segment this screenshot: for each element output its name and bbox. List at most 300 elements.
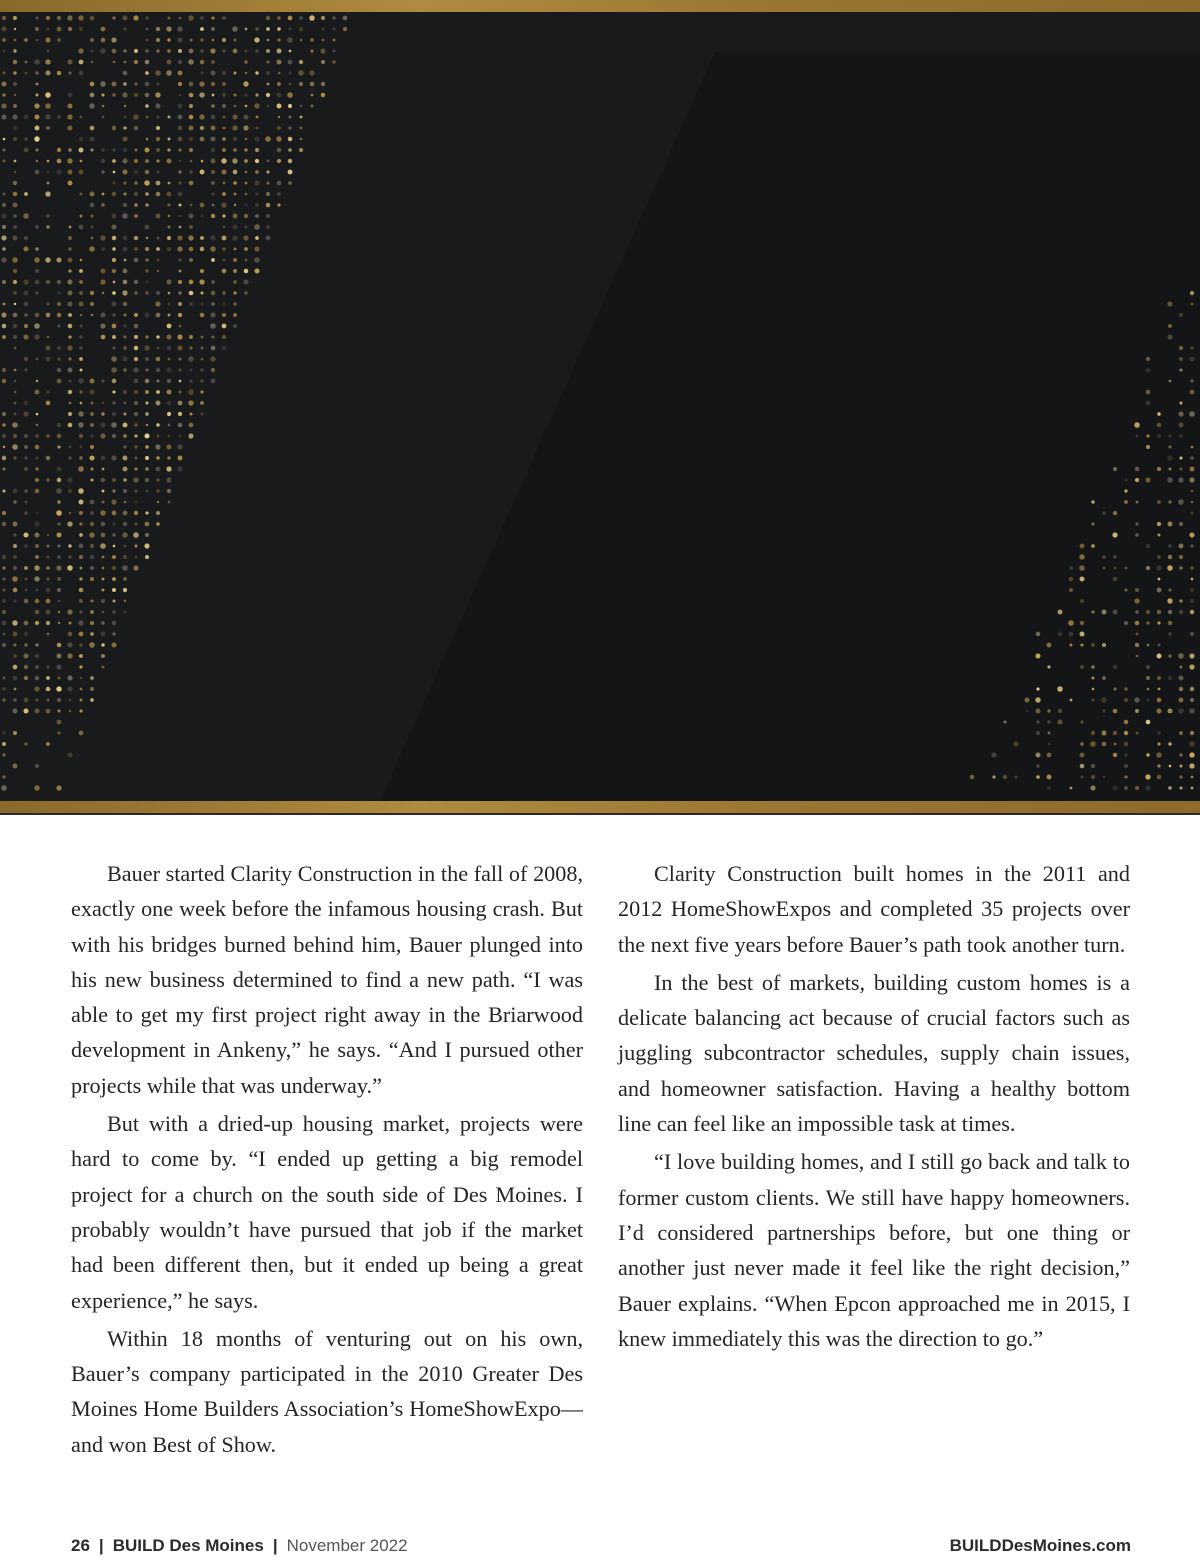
halftone-dot (167, 280, 172, 285)
halftone-dot (243, 81, 248, 86)
halftone-dot (123, 247, 128, 252)
halftone-dot (232, 224, 237, 229)
halftone-dot (1135, 621, 1140, 626)
halftone-dot (210, 70, 215, 75)
halftone-dot (2, 698, 6, 702)
halftone-dot (67, 609, 72, 614)
halftone-dot (80, 259, 83, 262)
halftone-dot (289, 83, 292, 86)
halftone-dot (146, 138, 149, 141)
halftone-dot (13, 192, 18, 197)
halftone-dot (288, 104, 292, 108)
halftone-dot (112, 610, 116, 614)
halftone-dot (1090, 741, 1095, 746)
halftone-dot (46, 687, 51, 692)
halftone-dot (79, 731, 84, 736)
halftone-dot (1091, 665, 1095, 669)
halftone-dot (1146, 621, 1149, 624)
halftone-dot (1113, 566, 1116, 569)
halftone-dot (254, 257, 259, 262)
halftone-dot (145, 203, 148, 206)
halftone-dot (80, 116, 83, 119)
halftone-dot (146, 424, 148, 426)
halftone-dot (113, 61, 115, 63)
halftone-dot (167, 49, 171, 53)
halftone-dot (2, 412, 6, 416)
halftone-dot (1190, 698, 1194, 702)
halftone-dot (267, 39, 270, 42)
halftone-dot (124, 545, 127, 548)
halftone-dot (79, 357, 83, 361)
halftone-dot (1157, 709, 1162, 714)
halftone-dot (1189, 532, 1194, 537)
halftone-dot (332, 16, 335, 19)
halftone-dot (178, 71, 183, 76)
halftone-dot (232, 125, 237, 130)
halftone-dot (210, 235, 215, 240)
halftone-dot (1136, 732, 1139, 735)
halftone-dot (178, 401, 183, 406)
halftone-dot (288, 170, 293, 175)
halftone-dot (68, 632, 73, 637)
halftone-dot (1035, 752, 1040, 757)
halftone-dot (36, 358, 39, 361)
halftone-dot (123, 467, 128, 472)
halftone-dot (299, 60, 303, 64)
halftone-dot (1080, 764, 1085, 769)
halftone-dot (46, 225, 50, 229)
halftone-dot (1179, 610, 1184, 615)
halftone-dot (188, 356, 194, 362)
halftone-dot (1069, 577, 1073, 581)
halftone-dot (46, 313, 51, 318)
halftone-dot (35, 676, 40, 681)
halftone-dot (35, 555, 39, 559)
halftone-dot (222, 192, 226, 196)
halftone-dot (112, 434, 116, 438)
halftone-dot (46, 456, 50, 460)
halftone-dot (211, 335, 214, 338)
halftone-dot (112, 632, 115, 635)
halftone-dot (90, 126, 95, 131)
halftone-dot (35, 225, 39, 229)
halftone-dot (36, 380, 38, 382)
halftone-dot (124, 611, 127, 614)
halftone-dot (287, 37, 293, 43)
halftone-dot (57, 159, 62, 164)
halftone-dot (1102, 709, 1105, 712)
halftone-dot (167, 203, 170, 206)
halftone-dot (1178, 675, 1183, 680)
halftone-dot (24, 665, 28, 669)
halftone-dot (69, 402, 72, 405)
halftone-dot (134, 379, 139, 384)
halftone-dot (90, 203, 95, 208)
halftone-dot (222, 104, 226, 108)
halftone-dot (13, 82, 17, 86)
halftone-dot (266, 16, 270, 20)
halftone-dot (201, 336, 204, 339)
halftone-dot (113, 281, 116, 284)
halftone-dot (200, 27, 204, 31)
halftone-dot (277, 16, 281, 20)
halftone-dot (266, 27, 270, 31)
halftone-dot (156, 159, 159, 162)
halftone-dot (23, 653, 28, 658)
halftone-dot (113, 314, 116, 317)
halftone-dot (1179, 456, 1182, 459)
halftone-dot (1189, 752, 1194, 757)
halftone-dot (36, 94, 39, 97)
halftone-dot (1191, 787, 1194, 790)
halftone-dot (155, 70, 161, 76)
halftone-dot (46, 478, 49, 481)
halftone-dot (255, 71, 258, 74)
halftone-dot (13, 456, 17, 460)
halftone-dot (156, 38, 160, 42)
halftone-dot (223, 303, 226, 306)
halftone-dot (145, 445, 148, 448)
halftone-dot (254, 37, 259, 42)
halftone-dot (90, 390, 95, 395)
halftone-dot (102, 468, 105, 471)
halftone-dot (178, 423, 182, 427)
halftone-dot (1168, 786, 1171, 789)
halftone-dot (245, 182, 248, 185)
halftone-dot (167, 390, 172, 395)
halftone-dot (1058, 709, 1062, 713)
halftone-dot (199, 279, 204, 284)
halftone-dot (234, 105, 237, 108)
halftone-dot (2, 247, 5, 250)
halftone-dot (156, 423, 159, 426)
halftone-dot (79, 544, 84, 549)
halftone-dot (1, 26, 6, 31)
halftone-dot (100, 312, 105, 317)
halftone-dot (124, 600, 126, 602)
halftone-dot (1070, 787, 1073, 790)
halftone-dot (46, 566, 50, 570)
halftone-dot (13, 500, 17, 504)
halftone-dot (332, 60, 336, 64)
halftone-dot (1124, 478, 1127, 481)
halftone-dot (23, 532, 28, 537)
halftone-dot (310, 49, 313, 52)
halftone-dot (991, 752, 996, 757)
halftone-dot (245, 193, 247, 195)
halftone-dot (179, 17, 182, 20)
halftone-dot (24, 192, 28, 196)
halftone-dot (1190, 599, 1194, 603)
halftone-dot (1168, 500, 1171, 503)
halftone-dot (14, 39, 17, 42)
halftone-dot (1190, 566, 1193, 569)
halftone-dot (112, 324, 117, 329)
halftone-dot (1124, 500, 1128, 504)
halftone-dot (14, 688, 17, 691)
halftone-dot (24, 643, 27, 646)
halftone-dot (90, 687, 94, 691)
halftone-dot (1113, 731, 1117, 735)
halftone-dot (57, 115, 61, 119)
halftone-dot (288, 126, 291, 129)
halftone-dot (2, 742, 6, 746)
halftone-dot (24, 566, 28, 570)
halftone-dot (91, 50, 94, 53)
halftone-dot (188, 213, 193, 218)
halftone-dot (24, 115, 29, 120)
halftone-dot (24, 698, 29, 703)
halftone-dot (90, 291, 94, 295)
halftone-dot (101, 632, 106, 637)
halftone-dot (210, 356, 215, 361)
halftone-dot (57, 522, 60, 525)
halftone-dot (200, 137, 205, 142)
halftone-dot (167, 346, 172, 351)
halftone-dot (1189, 664, 1194, 669)
halftone-dot (78, 411, 83, 416)
halftone-dot (277, 38, 280, 41)
halftone-dot (3, 138, 6, 141)
halftone-dot (970, 775, 974, 779)
halftone-dot (156, 181, 161, 186)
halftone-dot (266, 71, 270, 75)
halftone-dot (13, 335, 17, 339)
halftone-dot (123, 489, 127, 493)
halftone-dot (79, 511, 83, 515)
halftone-dot (111, 499, 116, 504)
halftone-dot (1156, 565, 1161, 570)
halftone-dot (13, 533, 16, 536)
halftone-dot (102, 402, 104, 404)
halftone-dot (134, 445, 138, 449)
halftone-dot (254, 224, 260, 230)
halftone-dot (102, 193, 105, 196)
halftone-dot (343, 27, 347, 31)
halftone-dot (35, 643, 38, 646)
halftone-dot (25, 589, 27, 591)
halftone-dot (145, 313, 150, 318)
halftone-dot (1168, 555, 1172, 559)
halftone-dot (1113, 687, 1116, 690)
halftone-dot (1124, 786, 1128, 790)
halftone-dot (309, 15, 315, 21)
halftone-dot (134, 291, 137, 294)
halftone-dot (12, 620, 17, 625)
halftone-dot (167, 335, 172, 340)
halftone-dot (133, 565, 138, 570)
halftone-dot (24, 313, 27, 316)
footer-separator: | (272, 1536, 278, 1555)
halftone-dot (1189, 708, 1195, 714)
halftone-dot (101, 522, 106, 527)
halftone-dot (13, 434, 17, 438)
halftone-dot (288, 115, 291, 118)
halftone-dot (134, 126, 139, 131)
halftone-dot (56, 686, 61, 691)
halftone-dot (145, 269, 148, 272)
halftone-dot (2, 335, 6, 339)
halftone-dot (222, 71, 226, 75)
halftone-dot (68, 93, 73, 98)
halftone-dot (101, 412, 104, 415)
halftone-dot (134, 335, 138, 339)
halftone-dot (1091, 522, 1094, 525)
halftone-dot (1069, 566, 1073, 570)
halftone-dot (233, 258, 237, 262)
halftone-dot (14, 171, 16, 173)
halftone-dot (102, 105, 105, 108)
top-gold-bar (0, 0, 1200, 12)
halftone-dot (134, 412, 139, 417)
halftone-dot (122, 532, 127, 537)
halftone-dot (178, 368, 181, 371)
halftone-dot (145, 401, 148, 404)
halftone-dot (2, 522, 7, 527)
halftone-dot (254, 246, 259, 251)
halftone-dot (57, 577, 61, 581)
halftone-dot (24, 247, 29, 252)
halftone-dot (134, 434, 137, 437)
halftone-dot (166, 477, 171, 482)
halftone-dot (89, 455, 94, 460)
halftone-dot (46, 346, 51, 351)
halftone-dot (245, 138, 247, 140)
halftone-dot (100, 279, 105, 284)
halftone-dot (12, 257, 18, 263)
halftone-dot (1190, 456, 1193, 459)
halftone-dot (90, 445, 94, 449)
halftone-dot (57, 445, 60, 448)
halftone-dot (123, 555, 127, 559)
halftone-dot (79, 577, 82, 580)
halftone-dot (223, 226, 225, 228)
bottom-gold-bar (0, 801, 1200, 813)
halftone-dot (45, 257, 50, 262)
halftone-dot (255, 214, 259, 218)
halftone-dot (123, 478, 126, 481)
halftone-dot (156, 214, 161, 219)
halftone-dot (1080, 632, 1085, 637)
halftone-dot (1157, 698, 1162, 703)
halftone-dot (25, 138, 28, 141)
halftone-dot (266, 170, 269, 173)
halftone-dot (112, 401, 115, 404)
halftone-dot (57, 379, 62, 384)
halftone-dot (233, 148, 237, 152)
halftone-dot (1124, 731, 1128, 735)
halftone-dot (79, 170, 84, 175)
halftone-dot (123, 269, 128, 274)
halftone-dot (79, 225, 84, 230)
halftone-dot (178, 280, 182, 284)
halftone-dot (13, 313, 18, 318)
halftone-dot (245, 72, 247, 74)
halftone-dot (1157, 676, 1161, 680)
halftone-dot (310, 82, 315, 87)
halftone-dot (178, 104, 183, 109)
halftone-dot (67, 653, 72, 658)
halftone-dot (157, 116, 160, 119)
halftone-dot (13, 654, 17, 658)
halftone-dot (47, 160, 50, 163)
halftone-dot (1178, 411, 1183, 416)
halftone-dot (1136, 501, 1139, 504)
halftone-dot (68, 258, 73, 263)
halftone-dot (133, 114, 139, 120)
halftone-dot (210, 136, 215, 141)
halftone-dot (25, 72, 28, 75)
halftone-dot (287, 92, 293, 98)
halftone-dot (14, 413, 17, 416)
halftone-dot (1145, 477, 1150, 482)
halftone-dot (1178, 477, 1183, 482)
halftone-dot (299, 82, 303, 86)
halftone-dot (1, 114, 6, 119)
halftone-dot (266, 60, 269, 63)
halftone-dot (255, 27, 259, 31)
halftone-dot (1179, 544, 1184, 549)
halftone-dot (234, 204, 236, 206)
halftone-dot (123, 390, 127, 394)
halftone-dot (101, 247, 105, 251)
halftone-dot (1146, 434, 1149, 437)
halftone-dot (35, 269, 39, 273)
halftone-dot (1091, 676, 1094, 679)
halftone-dot (1179, 368, 1182, 371)
halftone-dot (135, 556, 137, 558)
halftone-dot (80, 402, 83, 405)
halftone-dot (13, 126, 18, 131)
halftone-dot (1070, 644, 1073, 647)
halftone-dot (24, 632, 28, 636)
halftone-dot (1113, 753, 1117, 757)
halftone-dot (211, 159, 216, 164)
halftone-dot (112, 214, 117, 219)
halftone-dot (222, 137, 226, 141)
halftone-dot (123, 236, 128, 241)
halftone-dot (23, 708, 28, 713)
halftone-dot (123, 445, 127, 449)
halftone-dot (145, 456, 149, 460)
halftone-dot (68, 170, 73, 175)
halftone-dot (1080, 665, 1084, 669)
halftone-dot (189, 302, 193, 306)
halftone-dot (1113, 610, 1118, 615)
halftone-dot (211, 302, 215, 306)
halftone-dot (69, 446, 72, 449)
halftone-dot (146, 28, 149, 31)
halftone-dot (56, 664, 61, 669)
halftone-dot (13, 709, 18, 714)
halftone-dot (157, 435, 160, 438)
halftone-dot (112, 379, 117, 384)
halftone-dot (134, 214, 138, 218)
halftone-dot (124, 105, 126, 107)
halftone-dot (1, 257, 6, 262)
halftone-dot (179, 358, 182, 361)
halftone-dot (1102, 742, 1107, 747)
halftone-dot (222, 269, 227, 274)
halftone-dot (69, 622, 72, 625)
halftone-dot (123, 159, 128, 164)
halftone-dot (1168, 676, 1172, 680)
halftone-dot (2, 621, 7, 626)
halftone-dot (299, 27, 303, 31)
halftone-dot (111, 642, 116, 647)
halftone-dot (189, 137, 193, 141)
halftone-dot (24, 38, 28, 42)
